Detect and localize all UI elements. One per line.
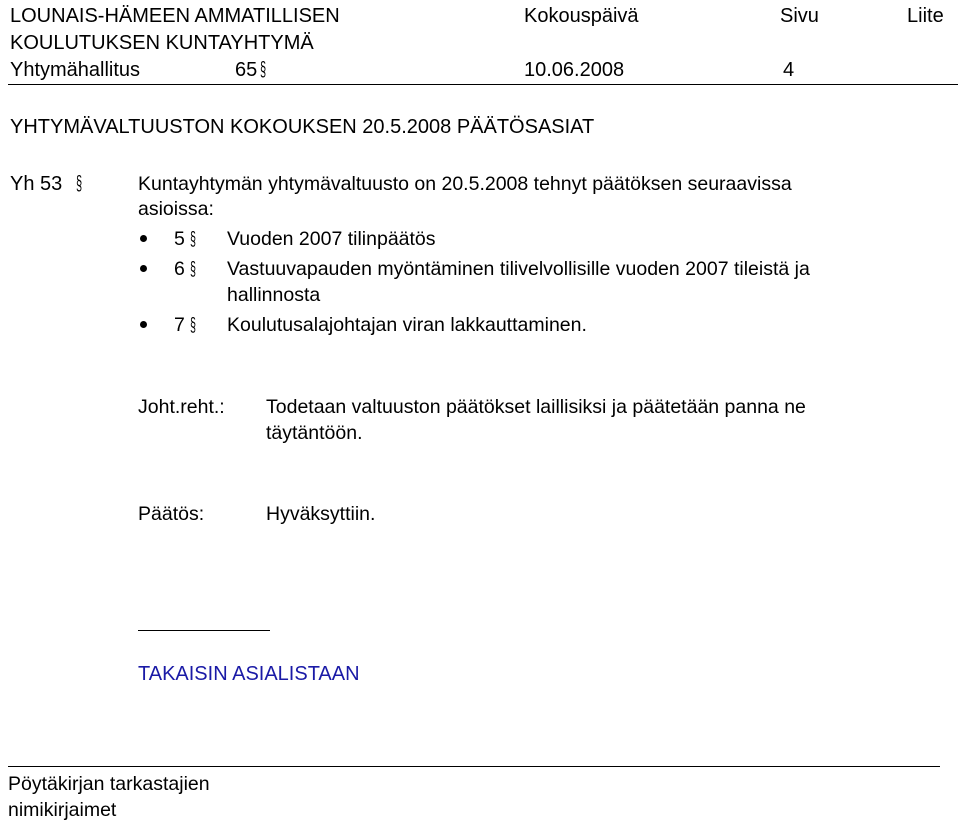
org-name-line1: LOUNAIS-HÄMEEN AMMATILLISEN bbox=[10, 5, 340, 27]
decision-text: Hyväksyttiin. bbox=[266, 503, 376, 525]
org-name-line2: KOULUTUKSEN KUNTAYHTYMÄ bbox=[10, 32, 314, 54]
back-to-agenda-link[interactable]: TAKAISIN ASIALISTAAN bbox=[138, 663, 360, 685]
list-item-number: 5 bbox=[174, 228, 185, 250]
page-number: 4 bbox=[783, 59, 795, 81]
header-section-sign: § bbox=[260, 59, 267, 81]
footer-rule bbox=[8, 766, 940, 767]
page-title: YHTYMÄVALTUUSTON KOKOUKSEN 20.5.2008 PÄÄTÖSASIAT bbox=[10, 116, 595, 138]
list-item-number: 7 bbox=[174, 314, 185, 336]
item-section-sign: § bbox=[76, 173, 83, 195]
header-rule bbox=[8, 84, 958, 85]
meeting-date-label: Kokouspäivä bbox=[524, 5, 639, 27]
footer-line1: Pöytäkirjan tarkastajien bbox=[8, 773, 210, 795]
proposal-label: Joht.reht.: bbox=[138, 396, 225, 418]
intro-line2: asioissa: bbox=[138, 198, 214, 220]
list-item-section-sign: § bbox=[190, 258, 196, 280]
footer-line2: nimikirjaimet bbox=[8, 799, 117, 821]
attachment-label: Liite bbox=[907, 5, 944, 27]
bullet-icon bbox=[140, 321, 147, 328]
list-item-text: Koulutusalajohtajan viran lakkauttaminen. bbox=[227, 314, 587, 336]
bullet-icon bbox=[140, 265, 147, 272]
proposal-line2: täytäntöön. bbox=[266, 422, 363, 444]
separator-rule bbox=[138, 630, 270, 631]
bullet-icon bbox=[140, 235, 147, 242]
intro-line1: Kuntayhtymän yhtymävaltuusto on 20.5.2008 tehnyt päätöksen seuraavissa bbox=[138, 173, 792, 195]
item-id: Yh 53 bbox=[10, 173, 63, 195]
proposal-line1: Todetaan valtuuston päätökset laillisiksi ja päätetään panna ne bbox=[266, 396, 806, 418]
page-label: Sivu bbox=[780, 5, 819, 27]
decision-label: Päätös: bbox=[138, 503, 205, 525]
list-item-number: 6 bbox=[174, 258, 185, 280]
governing-body: Yhtymähallitus bbox=[10, 59, 141, 81]
list-item-text: Vuoden 2007 tilinpäätös bbox=[227, 228, 436, 250]
list-item-text-continued: hallinnosta bbox=[227, 284, 321, 306]
list-item-text: Vastuuvapauden myöntäminen tilivelvollisille vuoden 2007 tileistä ja bbox=[227, 258, 810, 280]
list-item-section-sign: § bbox=[190, 228, 196, 250]
list-item-section-sign: § bbox=[190, 314, 196, 336]
header-section-number: 65 bbox=[235, 59, 258, 81]
meeting-date: 10.06.2008 bbox=[524, 59, 625, 81]
